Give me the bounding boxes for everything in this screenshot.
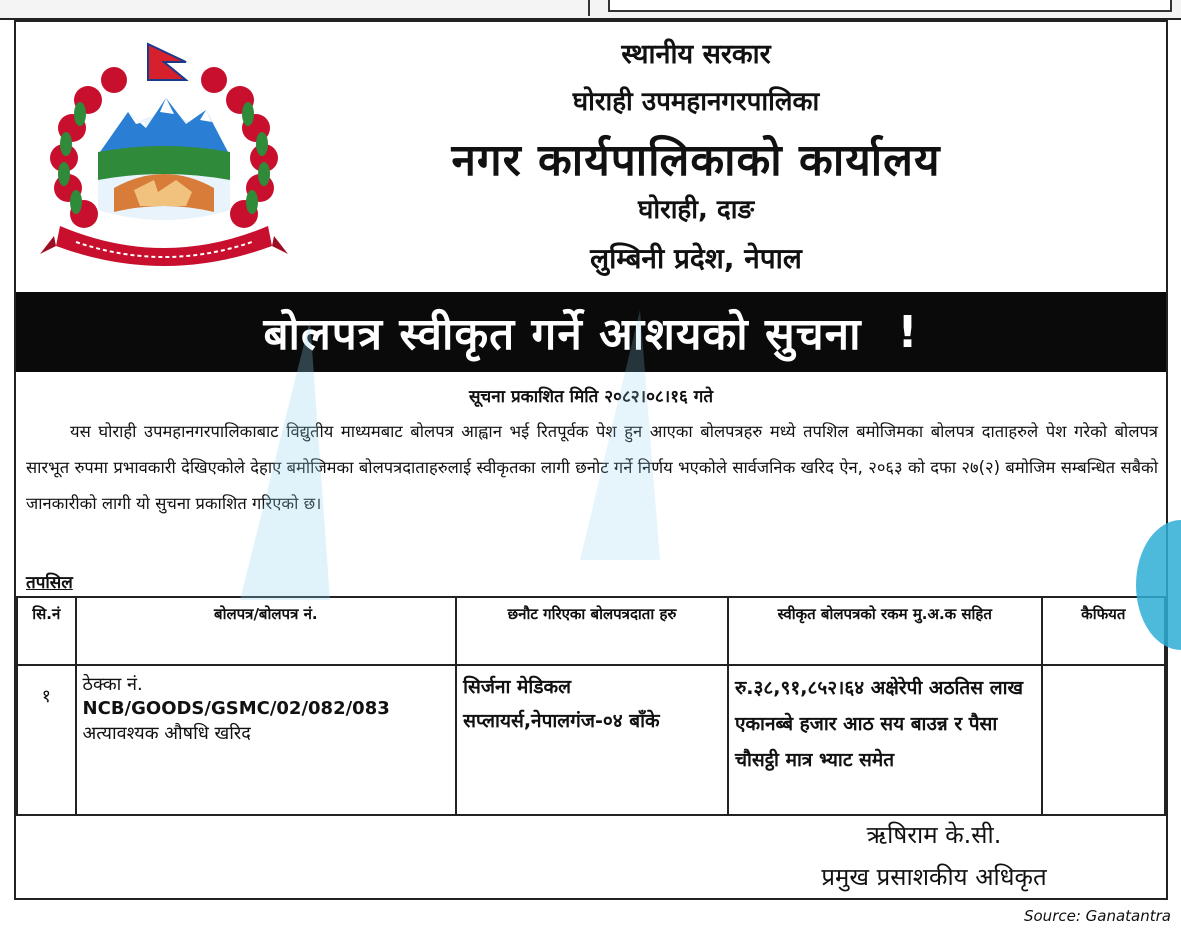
cell-bid-number (76, 665, 457, 815)
table-header-row (17, 597, 1165, 665)
appendix-label: तपसिल (26, 573, 73, 593)
header-municipality: घोराही उपमहानगरपालिका (572, 87, 820, 117)
notice-title-banner (16, 292, 1166, 372)
contract-description: अत्यावश्यक औषधि खरिद (82, 723, 251, 744)
cell-serial (17, 665, 76, 815)
previous-notice-strip (0, 0, 1181, 20)
selected-bidder: सिर्जना मेडिकल सप्लायर्स,नेपालगंज-०४ बाँके (463, 676, 660, 732)
header-province: लुम्बिनी प्रदेश, नेपाल (590, 242, 802, 275)
notice-body: यस घोराही उपमहानगरपालिकाबाट विद्युतीय माध्यमबाट बोलपत्र आह्वान भई रितपूर्वक पेश हुन आएका बोलपत्रहरु मध्ये तपशिल बमोजिमका बोलपत्र दाताहरुले पेश गरेको बोलपत्र सारभूत रुपमा प्रभावकारी देखिएकोले देहाए बमोजिमका बोलपत्रदाताहरुलाई स्वीकृतका लागी छनोट गर्ने निर्णय भएकोले सार्वजनिक खरिद ऐन, २०६३ को दफा २७(२) बमोजिम सम्बन्धित सबैको जानकारीको लागी यो सुचना प्रकाशित गरिएको छ। (26, 422, 1158, 513)
signatory-name: ऋषिराम के.सी. (866, 821, 1002, 849)
bid-table (16, 596, 1166, 816)
published-date: सूचना प्रकाशित मिति २०८२।०८।१६ गते (468, 387, 714, 407)
notice-title: बोलपत्र स्वीकृत गर्ने आशयको सुचना (263, 309, 862, 360)
strip-divider (588, 0, 590, 16)
signatory-title: प्रमुख प्रसाशकीय अधिकृत (821, 863, 1047, 891)
header-office: नगर कार्यपालिकाको कार्यालय (451, 135, 941, 186)
serial-number: १ (41, 686, 51, 707)
header-local-government: स्थानीय सरकार (621, 39, 771, 70)
contract-number: NCB/GOODS/GSMC/02/082/083 (82, 698, 390, 719)
contract-label: ठेक्का नं. (82, 674, 143, 695)
government-of-nepal-emblem-icon (36, 40, 291, 275)
header-address: घोराही, दाङ (637, 195, 755, 225)
col-header-remarks: कैफियत (1042, 597, 1165, 665)
col-header-bid-number: बोलपत्र/बोलपत्र नं. (76, 597, 457, 665)
col-header-serial: सि.नं (17, 597, 76, 665)
approved-amount: रु.३८,९१,८५२।६४ अक्षेरेपी अठतिस लाख एकानब्बे हजार आठ सय बाउन्न र पैसा चौसट्ठी मात्र भ्याट समेत (734, 677, 1024, 771)
source-credit: Source: Ganatantra (1023, 907, 1171, 925)
strip-box (608, 0, 1172, 12)
cell-remarks (1042, 665, 1165, 815)
tender-notice (14, 20, 1168, 900)
col-header-amount: स्वीकृत बोलपत्रको रकम मु.अ.क सहित (728, 597, 1042, 665)
cell-amount (728, 665, 1042, 815)
col-header-selected-bidder: छनौट गरिएका बोलपत्रदाता हरु (456, 597, 728, 665)
notice-title-mark: ! (897, 306, 919, 358)
table-row (17, 665, 1165, 815)
cell-bidder (456, 665, 728, 815)
